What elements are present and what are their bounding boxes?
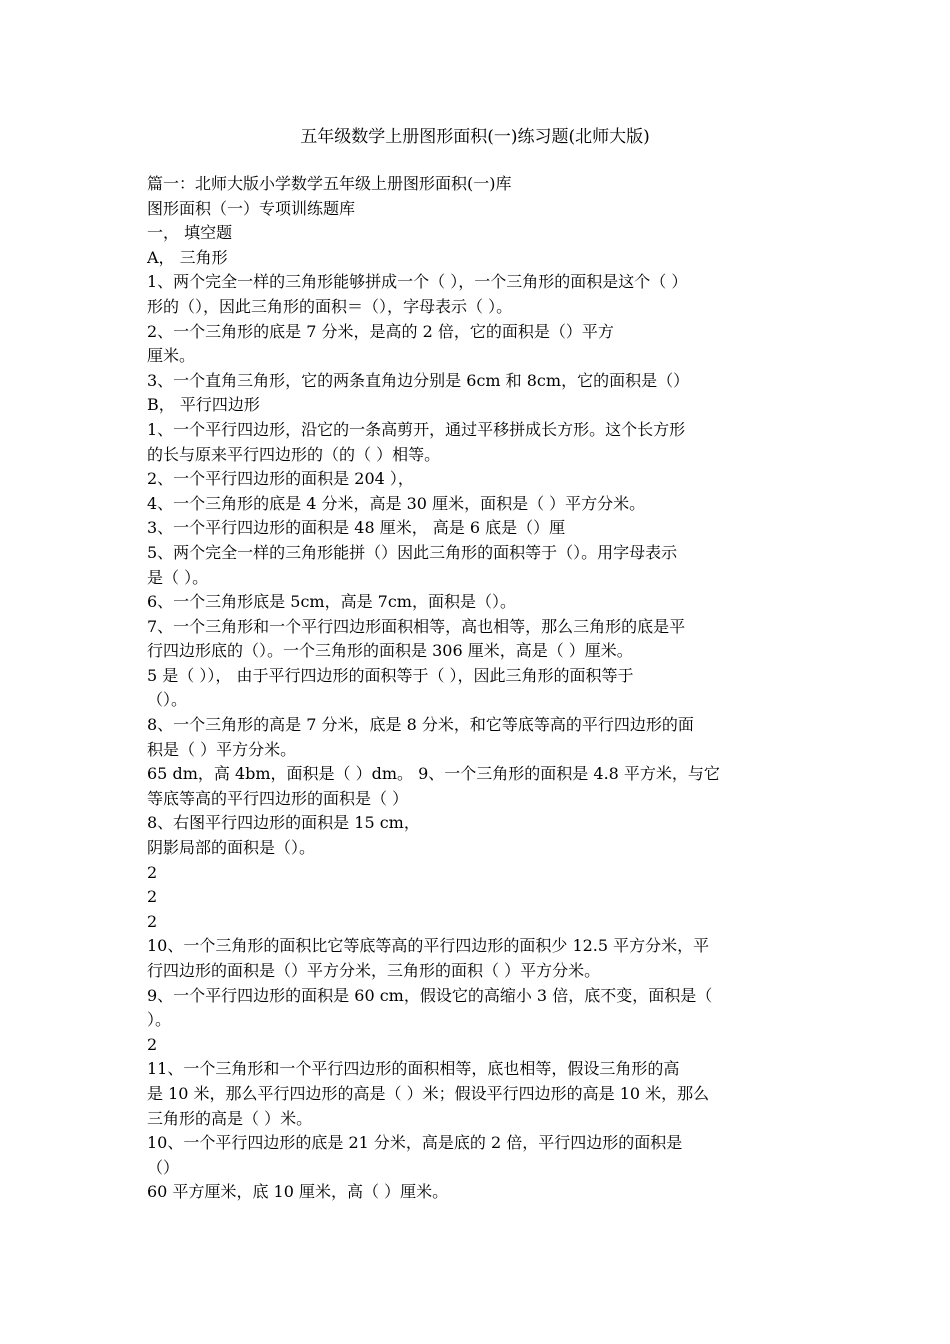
text-line: 是（ ）。: [147, 567, 209, 587]
document-body: [147, 172, 807, 1205]
document-title: 五年级数学上册图形面积(一)练习题(北师大版): [300, 127, 650, 147]
text-line: 7、一个三角形和一个平行四边形面积相等，高也相等，那么三角形的底是平: [147, 616, 686, 636]
text-line: 行四边形底的（）。一个三角形的面积是 306 厘米，高是（ ）厘米。: [147, 641, 633, 661]
text-line: 是 10 米，那么平行四边形的高是（ ）米；假设平行四边形的高是 10 米，那么: [147, 1083, 710, 1103]
text-line: （）: [147, 1157, 180, 1177]
text-line: 11、一个三角形和一个平行四边形的面积相等，底也相等，假设三角形的高: [147, 1059, 680, 1079]
text-line: 等底等高的平行四边形的面积是（ ）: [147, 788, 409, 808]
text-line: 60 平方厘米，底 10 厘米，高（ ）厘米。: [147, 1182, 449, 1202]
text-line: 2: [147, 911, 158, 931]
text-line: 2: [147, 1034, 158, 1054]
text-line: 9、一个平行四边形的面积是 60 cm，假设它的高缩小 3 倍，底不变，面积是（: [147, 985, 713, 1005]
text-line: 3、一个直角三角形，它的两条直角边分别是 6cm 和 8cm，它的面积是（）: [147, 370, 690, 390]
text-line: 行四边形的面积是（）平方分米，三角形的面积（ ）平方分米。: [147, 961, 601, 980]
text-line: 65 dm，高 4bm，面积是（ ）dm。 9、一个三角形的面积是 4.8 平方米，与它: [147, 764, 720, 784]
text-line: 1、一个平行四边形，沿它的一条高剪开，通过平移拼成长方形。这个长方形: [147, 419, 686, 439]
text-line: 10、一个三角形的面积比它等底等高的平行四边形的面积少 12.5 平方分米，平: [147, 936, 710, 956]
text-line: 5、两个完全一样的三角形能拼（）因此三角形的面积等于（）。用字母表示: [147, 542, 678, 562]
text-line: ）。: [147, 1010, 172, 1030]
text-line: A， 三角形: [147, 247, 228, 267]
text-line: B， 平行四边形: [147, 395, 260, 415]
text-line: 5 是（ ））， 由于平行四边形的面积等于（ ），因此三角形的面积等于: [147, 665, 634, 685]
text-line: 2: [147, 862, 158, 882]
text-line: 6、一个三角形底是 5cm，高是 7cm，面积是（）。: [147, 592, 516, 612]
text-line: （）。: [147, 690, 188, 710]
text-line: 2、一个三角形的底是 7 分米，是高的 2 倍，它的面积是（）平方: [147, 321, 614, 341]
text-line: 4、一个三角形的底是 4 分米，高是 30 厘米，面积是（ ）平方分米。: [147, 493, 646, 513]
text-line: 3、一个平行四边形的面积是 48 厘米， 高是 6 底是（）厘: [147, 518, 566, 538]
text-line: 积是（ ）平方分米。: [147, 739, 297, 759]
text-line: 2、一个平行四边形的面积是 204 ），: [147, 469, 414, 489]
text-line: 10、一个平行四边形的底是 21 分米，高是底的 2 倍，平行四边形的面积是: [147, 1133, 683, 1153]
text-line: 一， 填空题: [147, 223, 233, 243]
text-line: 8、右图平行四边形的面积是 15 cm，: [147, 813, 420, 833]
text-line: 图形面积（一）专项训练题库: [147, 198, 356, 218]
text-line: 1、两个完全一样的三角形能够拼成一个（ ），一个三角形的面积是这个（ ）: [147, 272, 688, 292]
text-line: 厘米。: [147, 346, 196, 366]
text-line: 2: [147, 887, 158, 907]
text-line: 的长与原来平行四边形的（的（ ）相等。: [147, 444, 441, 464]
text-line: 形的（），因此三角形的面积＝（），字母表示（ ）。: [147, 296, 513, 316]
text-line: 8、一个三角形的高是 7 分米，底是 8 分米，和它等底等高的平行四边形的面: [147, 715, 694, 735]
text-line: 阴影局部的面积是（）。: [147, 838, 316, 858]
text-line: 篇一：北师大版小学数学五年级上册图形面积(一)库: [147, 174, 512, 193]
text-line: 三角形的高是（ ）米。: [147, 1108, 313, 1128]
